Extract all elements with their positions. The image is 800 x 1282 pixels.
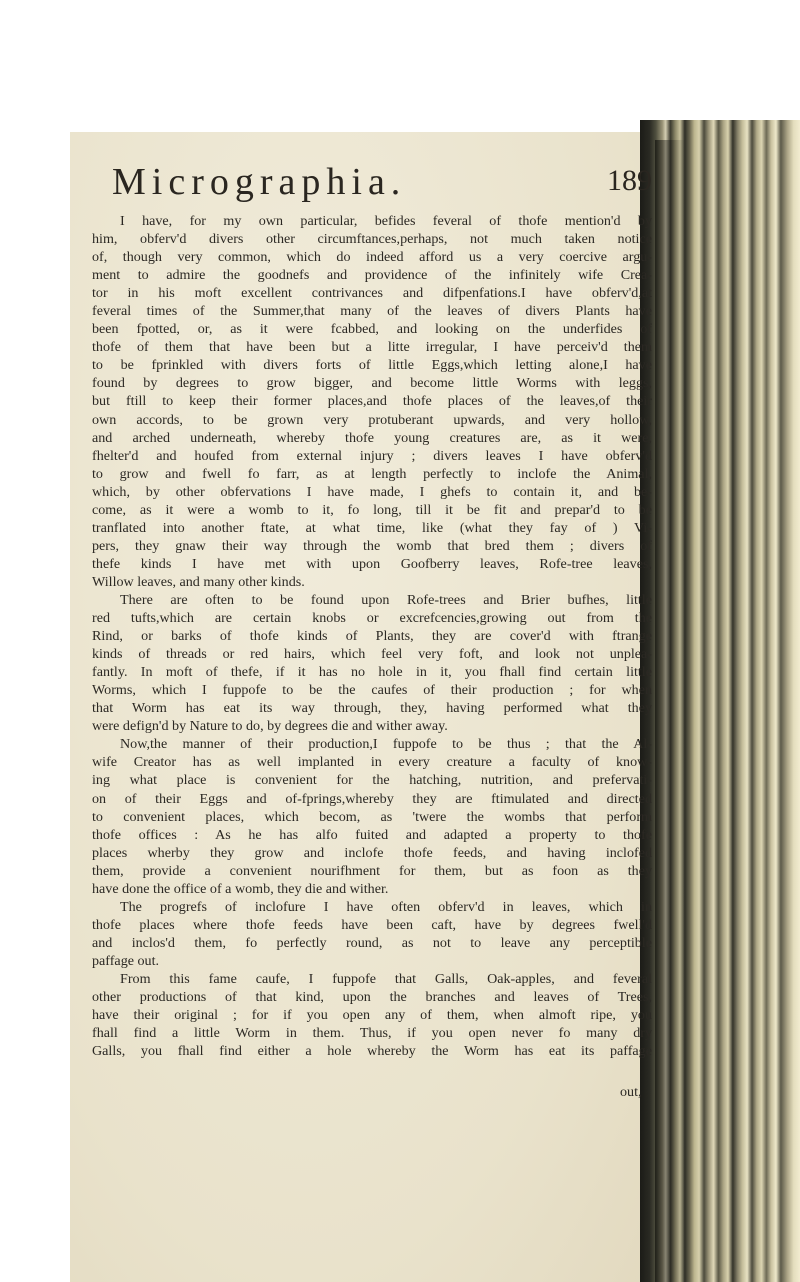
text-line: Galls, you fhall find either a hole whereby the Worm has eat its paffage	[92, 1043, 652, 1060]
text-line: thofe offices : As he has alfo fuited and adapted a property to thofe	[92, 826, 652, 843]
text-line: feveral times of the Summer,that many of the leaves of divers Plants have	[92, 303, 652, 320]
text-line: tranflated into another ftate, at what time, like (what they fay of ) Vi-	[92, 519, 652, 536]
text-line: kinds of threads or red hairs, which feel very foft, and look not unplea-	[92, 646, 652, 663]
text-line: There are often to be found upon Rofe-trees and Brier bufhes, little	[120, 591, 652, 608]
text-line: which, by other obfervations I have made, I ghefs to contain it, and be-	[92, 483, 652, 500]
text-line: on of their Eggs and of-fprings,whereby they are ftimulated and directed	[92, 790, 652, 807]
text-line: places wherby they grow and inclofe thofe feeds, and having inclofed	[92, 844, 652, 861]
text-line: wife Creator has as well implanted in every creature a faculty of know-	[92, 754, 652, 771]
text-line: tor in his moft excellent contrivances and difpenfations.I have obferv'd,at	[92, 285, 652, 302]
text-line: red tufts,which are certain knobs or excrefcencies,growing out from the	[92, 610, 652, 627]
text-line: Rind, or barks of thofe kinds of Plants, they are cover'd with ftrange	[92, 628, 652, 645]
body-text	[92, 212, 652, 1060]
text-line: of, though very common, which do indeed afford us a very coercive argu-	[92, 249, 652, 266]
text-line: thofe of them that have been but a litte irregular, I have perceiv'd them	[92, 339, 652, 356]
text-line: ing what place is convenient for the hatching, nutrition, and prefervati-	[92, 772, 652, 789]
text-line: ment to admire the goodnefs and providence of the infinitely wife Crea-	[92, 267, 652, 284]
text-line: Now,the manner of their production,I fuppofe to be thus ; that the Al-	[120, 736, 652, 753]
text-line: fantly. In moft of thefe, if it has no hole in it, you fhall find certain little	[92, 664, 652, 681]
page-header	[112, 160, 652, 210]
text-line: come, as it were a womb to it, fo long, till it be fit and prepar'd to be	[92, 501, 652, 518]
text-line: them, provide a convenient nourifhment for them, but as foon as they	[92, 862, 652, 879]
text-line: paffage out.	[92, 952, 160, 969]
text-line: fhall find a little Worm in them. Thus, if you open never fo many dry	[92, 1025, 652, 1042]
running-title: Micrographia.	[112, 161, 407, 203]
text-line: have their original ; for if you open any of them, when almoft ripe, you	[92, 1007, 652, 1024]
text-line: been fpotted, or, as it were fcabbed, and looking on the underfides of	[92, 321, 652, 338]
gutter-shadow	[655, 140, 685, 1282]
text-line: to be fprinkled with divers forts of little Eggs,which letting alone,I have	[92, 357, 652, 374]
text-line: fhelter'd and houfed from external injury ; divers leaves I have obferv'd	[92, 447, 652, 464]
text-line: but ftill to keep their former places,and thofe places of the leaves,of their	[92, 393, 652, 410]
text-line: have done the office of a womb, they die and wither.	[92, 880, 389, 897]
text-line: to grow and fwell fo farr, as at length perfectly to inclofe the Animal,	[92, 465, 652, 482]
page-number: 189	[607, 164, 652, 197]
text-line: From this fame caufe, I fuppofe that Galls, Oak-apples, and feveral	[120, 970, 652, 987]
text-line: Willow leaves, and many other kinds.	[92, 573, 305, 590]
catchword: out,	[620, 1084, 642, 1100]
text-line: own accords, to be grown very protuberant upwards, and very hollow,	[92, 411, 652, 428]
text-line: were defign'd by Nature to do, by degrees die and wither away.	[92, 718, 448, 735]
text-line: The progrefs of inclofure I have often obferv'd in leaves, which in	[120, 898, 652, 915]
text-line: Worms, which I fuppofe to be the caufes of their production ; for when	[92, 682, 652, 699]
text-line: to convenient places, which becom, as 'twere the wombs that perform	[92, 808, 652, 825]
text-line: that Worm has eat its way through, they, having performed what they	[92, 700, 652, 717]
text-line: and inclos'd them, fo perfectly round, as not to leave any perceptible	[92, 934, 652, 951]
text-line: other productions of that kind, upon the branches and leaves of Trees,	[92, 989, 652, 1006]
text-line: thofe places where thofe feeds have been caft, have by degrees fwell'd	[92, 916, 652, 933]
text-line: pers, they gnaw their way through the womb that bred them ; divers of	[92, 537, 652, 554]
text-line: him, obferv'd divers other circumftances,perhaps, not much taken notice	[92, 231, 652, 248]
text-line: thefe kinds I have met with upon Goofberry leaves, Rofe-tree leaves,	[92, 555, 652, 572]
text-line: I have, for my own particular, befides feveral of thofe mention'd by	[120, 213, 652, 229]
text-line: and arched underneath, whereby thofe young creatures are, as it were,	[92, 429, 652, 446]
text-line: found by degrees to grow bigger, and become little Worms with leggs,	[92, 375, 652, 392]
